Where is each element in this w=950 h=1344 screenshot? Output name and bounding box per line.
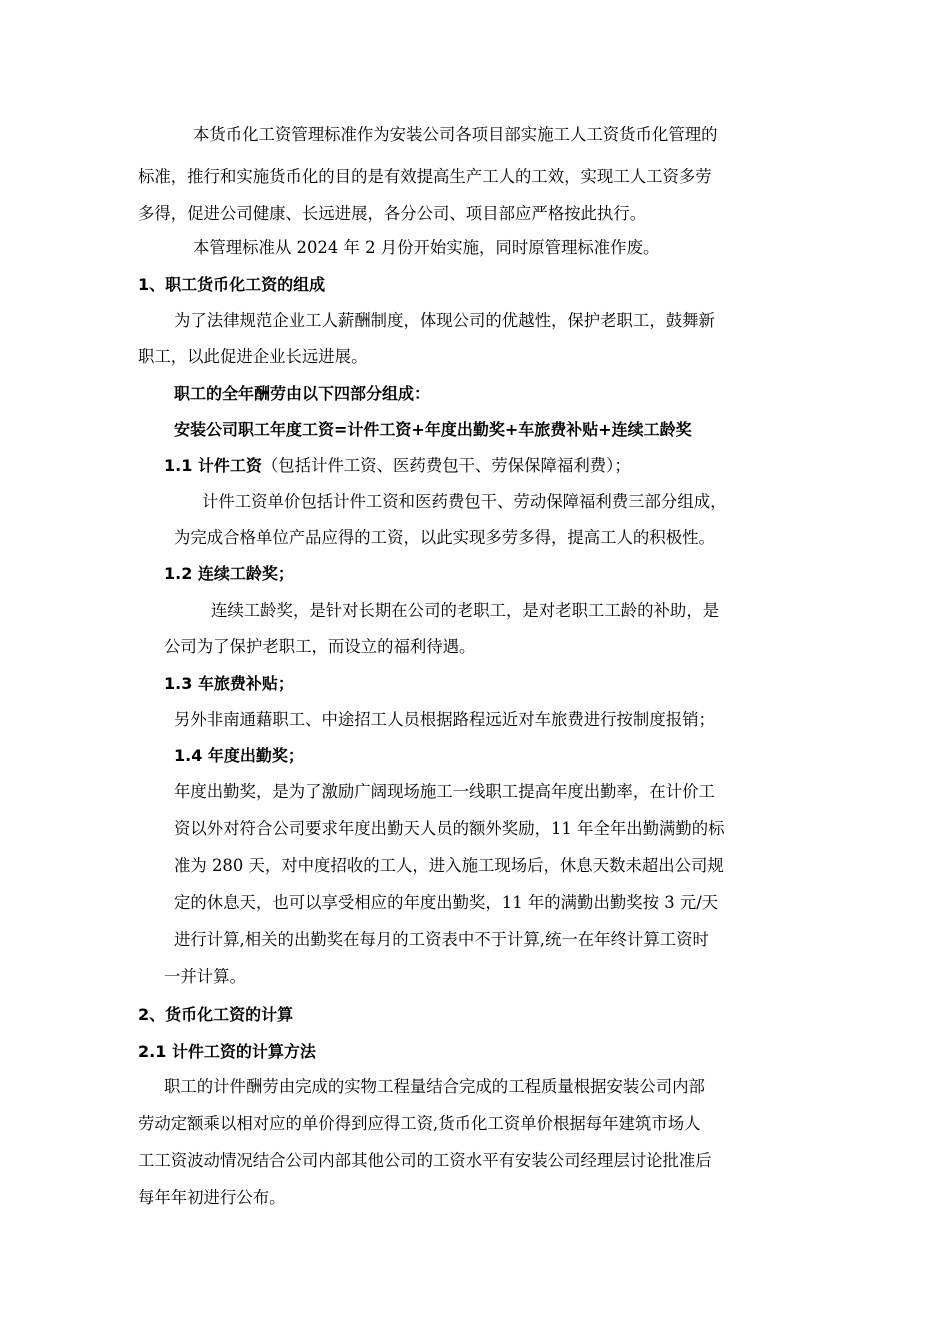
subsection-title: 1.1 计件工资 <box>164 456 262 475</box>
subsection-1-4-heading: 1.4 年度出勤奖； <box>174 746 304 765</box>
paragraph-line: 另外非南通藉职工、中途招工人员根据路程远近对车旅费进行按制度报销； <box>174 710 715 729</box>
paragraph-line: 职工的计件酬劳由完成的实物工程量结合完成的工程质量根据安装公司内部 <box>164 1077 705 1096</box>
paragraph-line: 工工资波动情况结合公司内部其他公司的工资水平有安装公司经理层讨论批准后 <box>138 1151 712 1170</box>
paragraph-line: 准为 280 天，对中度招收的工人，进入施工现场后，休息天数未超出公司规 <box>174 856 724 875</box>
paragraph-line: 连续工龄奖，是针对长期在公司的老职工，是对老职工工龄的补助，是 <box>211 601 720 620</box>
bold-statement: 职工的全年酬劳由以下四部分组成： <box>174 384 431 403</box>
paragraph-line: 一并计算。 <box>164 967 246 986</box>
paragraph-line: 为了法律规范企业工人薪酬制度，体现公司的优越性，保护老职工，鼓舞新 <box>174 311 715 330</box>
paragraph-line: 年度出勤奖，是为了激励广阔现场施工一线职工提高年度出勤率，在计价工 <box>174 782 715 801</box>
paragraph-line: 计件工资单价包括计件工资和医药费包干、劳动保障福利费三部分组成， <box>202 492 727 511</box>
subsection-1-2-heading: 1.2 连续工龄奖； <box>164 564 294 583</box>
paragraph-line: 为完成合格单位产品应得的工资，以此实现多劳多得，提高工人的积极性。 <box>174 528 715 547</box>
subsection-1-3-heading: 1.3 车旅费补贴； <box>164 674 294 693</box>
subsection-note: （包括计件工资、医药费包干、劳保保障福利费）； <box>261 456 631 475</box>
section-2-heading: 2、货币化工资的计算 <box>138 1005 294 1024</box>
paragraph-line: 劳动定额乘以相对应的单价得到应得工资,货币化工资单价根据每年建筑市场人 <box>138 1114 701 1133</box>
paragraph-line: 资以外对符合公司要求年度出勤天人员的额外奖励，11 年全年出勤满勤的标 <box>174 819 725 838</box>
salary-formula: 安装公司职工年度工资=计件工资+年度出勤奖+车旅费补贴+连续工龄奖 <box>174 420 692 439</box>
intro-line: 本货币化工资管理标准作为安装公司各项目部实施工人工资货币化管理的 <box>193 125 718 144</box>
intro-effective-date: 本管理标准从 2024 年 2 月份开始实施，同时原管理标准作废。 <box>193 238 660 257</box>
paragraph-line: 职工，以此促进企业长远进展。 <box>138 347 368 366</box>
subsection-2-1-heading: 2.1 计件工资的计算方法 <box>138 1042 316 1061</box>
paragraph-line: 定的休息天，也可以享受相应的年度出勤奖，11 年的满勤出勤奖按 3 元/天 <box>174 893 719 912</box>
subsection-1-1-heading <box>164 455 631 477</box>
paragraph-line: 进行计算,相关的出勤奖在每月的工资表中不于计算,统一在年终计算工资时 <box>174 930 709 949</box>
intro-line: 标准，推行和实施货币化的目的是有效提高生产工人的工效，实现工人工资多劳 <box>138 167 712 186</box>
paragraph-line: 每年年初进行公布。 <box>138 1188 286 1207</box>
paragraph-line: 公司为了保护老职工，而设立的福利待遇。 <box>164 637 476 656</box>
intro-line: 多得，促进公司健康、长远进展，各分公司、项目部应严格按此执行。 <box>138 204 647 223</box>
section-1-heading: 1、职工货币化工资的组成 <box>138 275 326 294</box>
